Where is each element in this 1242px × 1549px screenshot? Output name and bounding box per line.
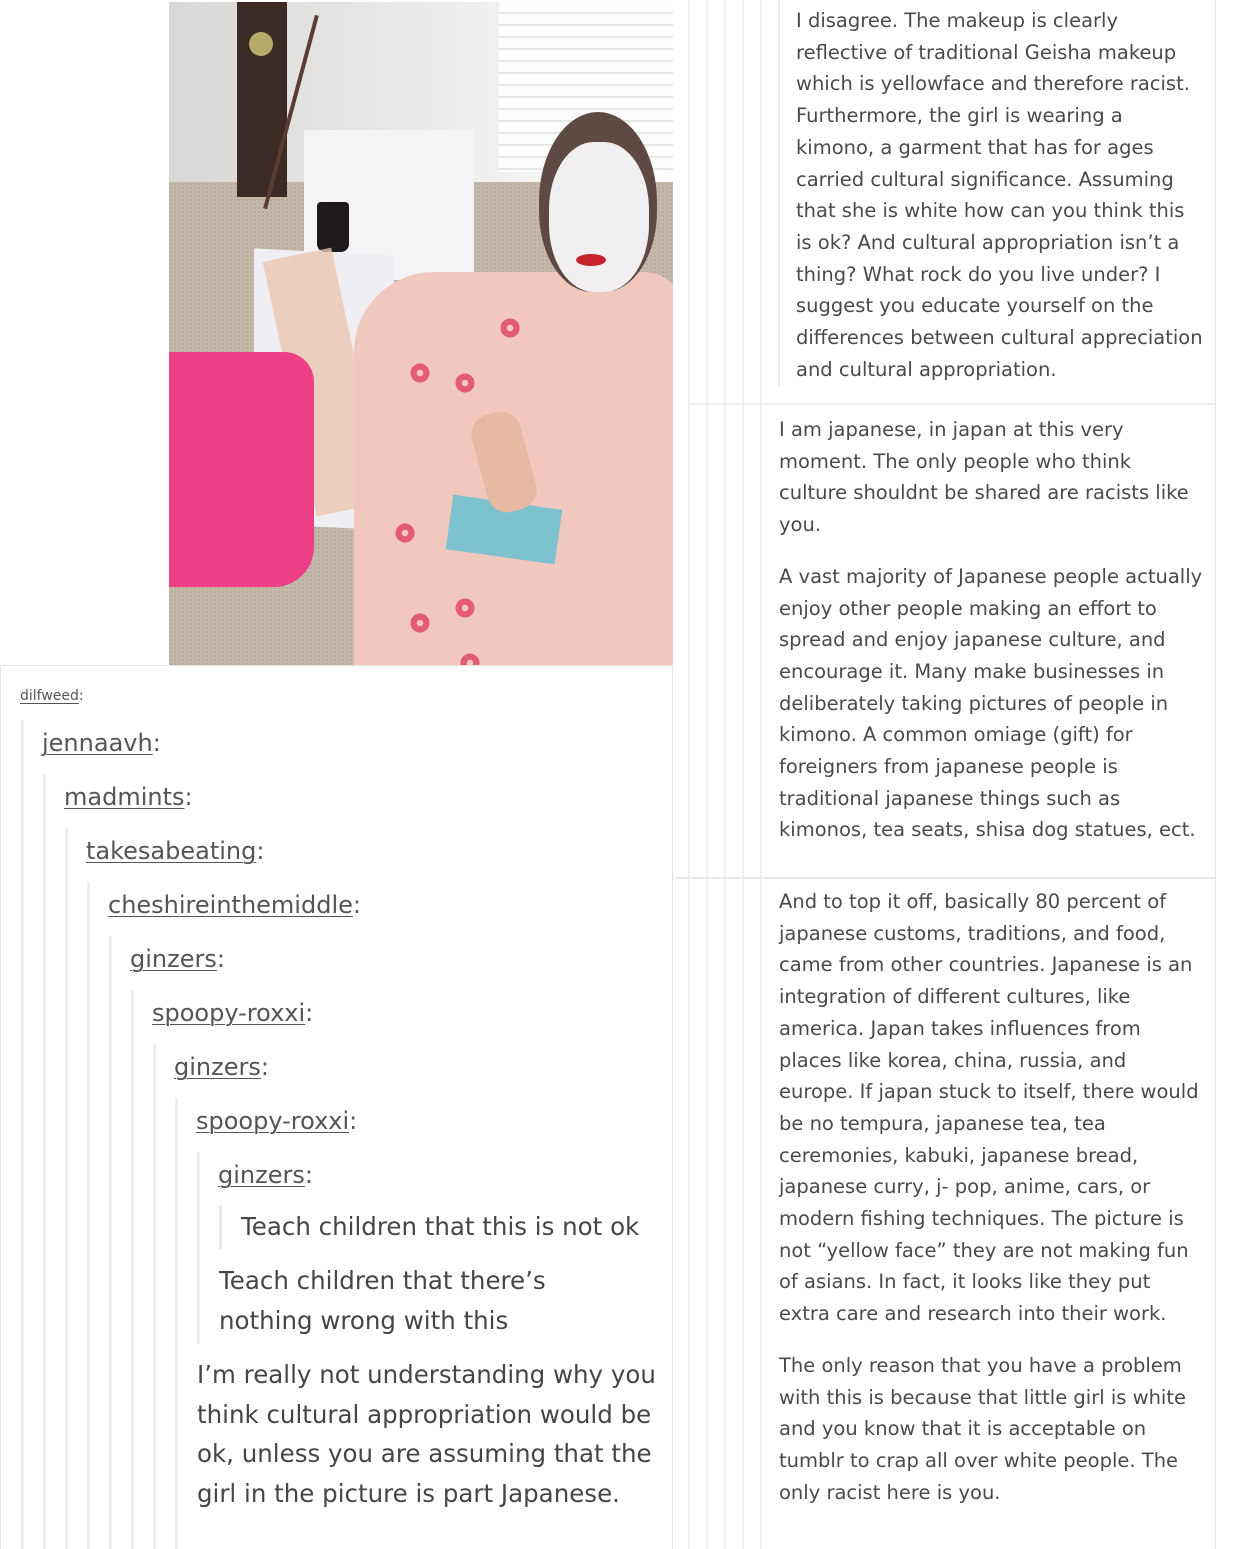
post-text: I’m really not understanding why you think cultural appropriation would be ok, unless you are assuming that the girl in the picture is part Japanese.: [197, 1360, 656, 1508]
photo-grandfather-clock: [237, 2, 287, 197]
user-colon: :: [216, 945, 225, 973]
post-text: Teach children that there’s nothing wrong with this: [219, 1266, 546, 1335]
reply-block-3: [779, 886, 1204, 1508]
user-link[interactable]: takesabeating: [86, 837, 257, 865]
username-takesabeating: [86, 839, 264, 863]
username-spoopy-roxxi: [152, 1001, 313, 1025]
user-colon: :: [256, 837, 265, 865]
reply-block-2: [779, 414, 1204, 846]
quote-guide-line: [724, 0, 726, 1549]
username-dilfweed: [20, 689, 84, 703]
user-colon: :: [352, 891, 361, 919]
user-colon: :: [152, 729, 161, 757]
username-cheshireinthemiddle: [108, 893, 361, 917]
username-spoopy-roxxi: [196, 1109, 357, 1133]
quote-guide-line: [219, 1205, 222, 1249]
photo-blossom: [454, 372, 476, 394]
username-ginzers: [174, 1055, 269, 1079]
quote-guide-line: [742, 0, 744, 1549]
user-link[interactable]: dilfweed: [20, 688, 79, 704]
photo-blossom: [409, 362, 431, 384]
user-link[interactable]: madmints: [64, 783, 185, 811]
quote-guide-line: [87, 882, 90, 1549]
quote-guide-line: [778, 0, 780, 386]
user-colon: :: [304, 1161, 313, 1189]
quote-guide-line: [688, 0, 690, 1549]
quote-guide-line: [43, 774, 46, 1549]
reply-block-1: [796, 5, 1206, 385]
user-link[interactable]: ginzers: [174, 1053, 261, 1081]
post-text: Teach children that this is not ok: [241, 1212, 640, 1241]
quote-guide-line: [21, 720, 24, 1549]
user-colon: :: [305, 999, 314, 1027]
user-link[interactable]: cheshireinthemiddle: [108, 891, 353, 919]
photo-vase: [317, 202, 349, 252]
photo-face-makeup: [549, 142, 649, 292]
user-link[interactable]: ginzers: [130, 945, 217, 973]
user-link[interactable]: spoopy-roxxi: [152, 999, 306, 1027]
reply-paragraph: I disagree. The makeup is clearly reflective of traditional Geisha makeup which is yellowface and therefore racist. Furthermore, the girl is wearing a kimono, a garment that has for ages carried cultural significance. Assuming that she is white how can you think this is ok? And cultural appropriation isn’t a thing? What rock do you live under? I suggest you educate yourself on the differences between cultural appreciation and cultural appropriation.: [796, 9, 1203, 381]
quote-guide-line: [65, 828, 68, 1549]
photo-pink-cushion: [169, 352, 314, 587]
user-colon: :: [349, 1107, 358, 1135]
quote-guide-line: [760, 0, 762, 1549]
user-colon: :: [184, 783, 193, 811]
user-link[interactable]: jennaavh: [42, 729, 153, 757]
photo-blossom: [454, 597, 476, 619]
user-colon: :: [260, 1053, 269, 1081]
reply-paragraph: A vast majority of Japanese people actually enjoy other people making an effort to spread and enjoy japanese culture, and encourage it. Many make businesses in deliberately taking pictures of people in kimono. A common omiage (gift) for foreigners from japanese people is traditional japanese things such as kimonos, tea seats, shisa dog statues, ect.: [779, 564, 1203, 842]
photo-blossom: [394, 522, 416, 544]
divider: [690, 403, 1215, 405]
username-ginzers: [218, 1163, 313, 1187]
username-ginzers: [130, 947, 225, 971]
reply-paragraph: The only reason that you have a problem with this is because that little girl is white and you know that it is acceptable on tumblr to crap all over white people. The only racist here is you.: [779, 1353, 1186, 1504]
user-link[interactable]: ginzers: [218, 1161, 305, 1189]
quote-guide-line: [706, 0, 708, 1549]
reply-paragraph: And to top it off, basically 80 percent of japanese customs, traditions, and food, came from other countries. Japanese is an integration of different cultures, like america. Japan takes influences from places like korea, china, russia, and europe. If japan stuck to itself, there would be no tempura, japanese tea, tea ceremonies, kabuki, japanese bread, japanese curry, j- pop, anime, cars, or modern fishing techniques. The picture is not “yellow face” they are not making fun of asians. In fact, it looks like they put extra care and research into their work.: [779, 890, 1199, 1326]
quote-guide-line: [131, 990, 134, 1549]
quote-guide-line: [197, 1152, 200, 1344]
photo-red-lips: [576, 254, 606, 266]
divider: [675, 877, 1215, 879]
photo-blossom: [409, 612, 431, 634]
user-link[interactable]: spoopy-roxxi: [196, 1107, 350, 1135]
photo-blossom: [499, 317, 521, 339]
quote-guide-line: [153, 1044, 156, 1549]
quote-guide-line: [175, 1098, 178, 1549]
kimono-photo[interactable]: [169, 2, 683, 734]
reply-paragraph: I am japanese, in japan at this very moment. The only people who think culture shouldnt be shared are racists like you.: [779, 418, 1189, 537]
username-madmints: [64, 785, 193, 809]
user-colon: :: [78, 688, 84, 704]
quote-guide-line: [109, 936, 112, 1549]
username-jennaavh: [42, 731, 161, 755]
